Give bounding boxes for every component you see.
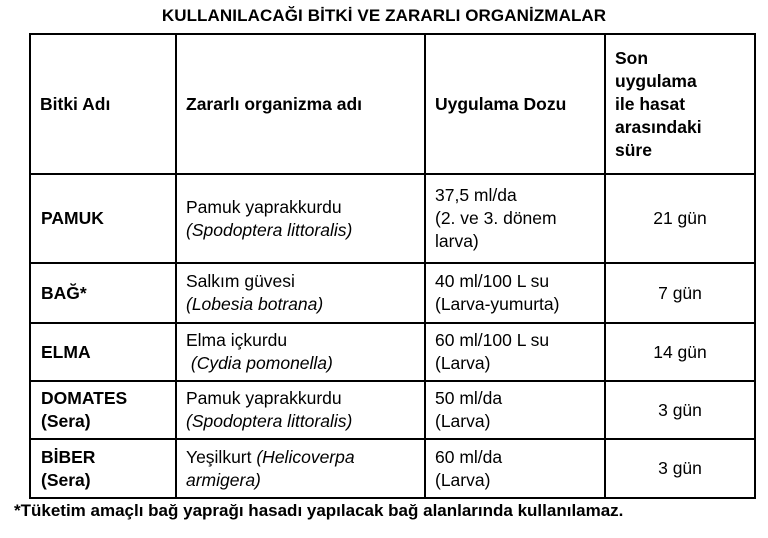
header-interval-line: süre: [615, 139, 652, 160]
footnote: *Tüketim amaçlı bağ yaprağı hasadı yapılacak bağ alanlarında kullanılamaz.: [14, 501, 624, 520]
dose-cell: [425, 263, 605, 323]
dose-line: (Larva): [435, 353, 491, 373]
header-interval-line: uygulama: [615, 70, 697, 91]
pest-scientific-name: (Cydia pomonella): [186, 353, 333, 373]
interval-cell: 14 gün: [605, 323, 755, 381]
interval-cell: 3 gün: [605, 439, 755, 498]
plant-name-cell: [30, 263, 176, 323]
pest-cell: [176, 263, 425, 323]
plant-name: DOMATES: [41, 388, 128, 408]
plant-name-cell: [30, 323, 176, 381]
plant-name: ELMA: [41, 341, 91, 362]
header-interval-line: Son: [615, 47, 649, 68]
dose-cell: [425, 323, 605, 381]
table-row: [30, 263, 755, 323]
dose-cell: [425, 439, 605, 498]
pest-name: Salkım güvesi: [186, 271, 295, 291]
header-interval-line: arasındaki: [615, 116, 702, 137]
pest-name: Yeşilkurt: [186, 446, 257, 467]
dose-line: 37,5 ml/da: [435, 185, 517, 205]
pest-name: Pamuk yaprakkurdu: [186, 388, 342, 408]
pest-cell: [176, 439, 425, 498]
pest-scientific-name: (Spodoptera littoralis): [186, 219, 353, 240]
plant-name-cell: [30, 439, 176, 498]
pest-name-line: [186, 446, 424, 469]
table-row: [30, 381, 755, 439]
plant-name: PAMUK: [41, 208, 104, 228]
plant-name-cell: [30, 174, 176, 263]
pest-scientific-name: (Spodoptera littoralis): [186, 411, 353, 431]
interval-cell: 3 gün: [605, 381, 755, 439]
plant-name: BİBER: [41, 446, 96, 467]
plant-name-qualifier: (Sera): [41, 411, 91, 431]
pest-cell: [176, 381, 425, 439]
interval-cell: 21 gün: [605, 174, 755, 263]
pesticide-table: [29, 33, 756, 499]
pest-cell: [176, 174, 425, 263]
plant-name-cell: [30, 381, 176, 439]
dose-cell: [425, 381, 605, 439]
header-interval-line: ile hasat: [615, 93, 686, 114]
table-row: [30, 323, 755, 381]
header-plant-name: Bitki Adı: [30, 34, 176, 174]
pest-scientific-name: (Lobesia botrana): [186, 294, 324, 314]
plant-name: BAĞ*: [41, 282, 87, 303]
pest-scientific-name-cont: armigera): [186, 469, 261, 490]
table-header-row: [30, 34, 755, 174]
dose-line: (2. ve 3. dönem: [435, 208, 557, 228]
header-harvest-interval: [605, 34, 755, 174]
header-dose: Uygulama Dozu: [425, 34, 605, 174]
dose-line: (Larva-yumurta): [435, 294, 560, 314]
dose-line: larva): [435, 231, 479, 251]
header-pest-name: Zararlı organizma adı: [176, 34, 425, 174]
pest-cell: [176, 323, 425, 381]
pest-name: Pamuk yaprakkurdu: [186, 196, 342, 217]
document-title: KULLANILACAĞI BİTKİ VE ZARARLI ORGANİZMALAR: [161, 6, 607, 25]
dose-line: 50 ml/da: [435, 388, 503, 408]
table-row: [30, 439, 755, 498]
dose-line: 60 ml/da: [435, 446, 503, 467]
plant-name-qualifier: (Sera): [41, 469, 91, 490]
dose-cell: [425, 174, 605, 263]
table-row: [30, 174, 755, 263]
dose-line: (Larva): [435, 411, 491, 431]
interval-cell: 7 gün: [605, 263, 755, 323]
dose-line: 40 ml/100 L su: [435, 271, 550, 291]
pest-scientific-name: (Helicoverpa: [256, 446, 355, 467]
pest-name: Elma içkurdu: [186, 330, 288, 350]
dose-line: (Larva): [435, 469, 491, 490]
dose-line: 60 ml/100 L su: [435, 330, 550, 350]
